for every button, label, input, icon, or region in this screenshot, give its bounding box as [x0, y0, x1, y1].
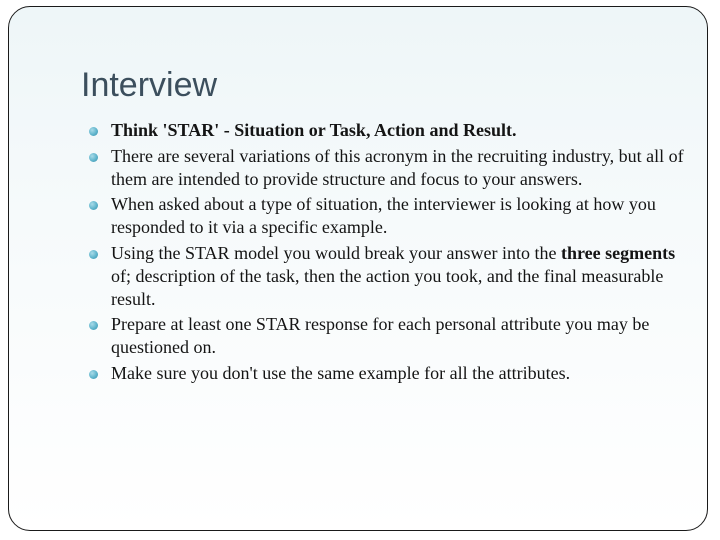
bullet-dot-icon — [89, 153, 98, 162]
bullet-dot-icon — [89, 127, 98, 136]
bullet-list — [89, 119, 699, 388]
bullet-dot-icon — [89, 321, 98, 330]
bullet-dot-icon — [89, 201, 98, 210]
bullet-text: Make sure you don't use the same example for all the attributes. — [111, 362, 571, 383]
bullet-text: When asked about a type of situation, the interviewer is looking at how you responded to it via a specific example. — [111, 194, 656, 238]
bullet-text-bold: three segments — [561, 242, 676, 263]
bullet-text-segment: of; description of the task, then the action you took, and the final measurable result. — [111, 265, 664, 309]
bullet-dot-icon — [89, 250, 98, 259]
bullet-text: There are several variations of this acronym in the recruiting industry, but all of them are intended to provide structure and focus to your answers. — [111, 145, 684, 189]
slide — [8, 6, 708, 531]
bullet-item — [89, 119, 699, 142]
bullet-item — [89, 242, 699, 310]
bullet-text — [111, 243, 675, 309]
bullet-item — [89, 362, 699, 385]
bullet-text-bold: Think 'STAR' - Situation or Task, Action and Result. — [111, 120, 517, 140]
bullet-item — [89, 313, 699, 359]
slide-title: Interview — [81, 66, 218, 104]
bullet-text-segment: Using the STAR model you would break your answer into the — [111, 242, 561, 263]
bullet-dot-icon — [89, 370, 98, 379]
bullet-item — [89, 145, 699, 191]
bullet-item — [89, 193, 699, 239]
bullet-text: Prepare at least one STAR response for each personal attribute you may be questioned on. — [111, 314, 650, 358]
bullet-text — [111, 120, 516, 140]
